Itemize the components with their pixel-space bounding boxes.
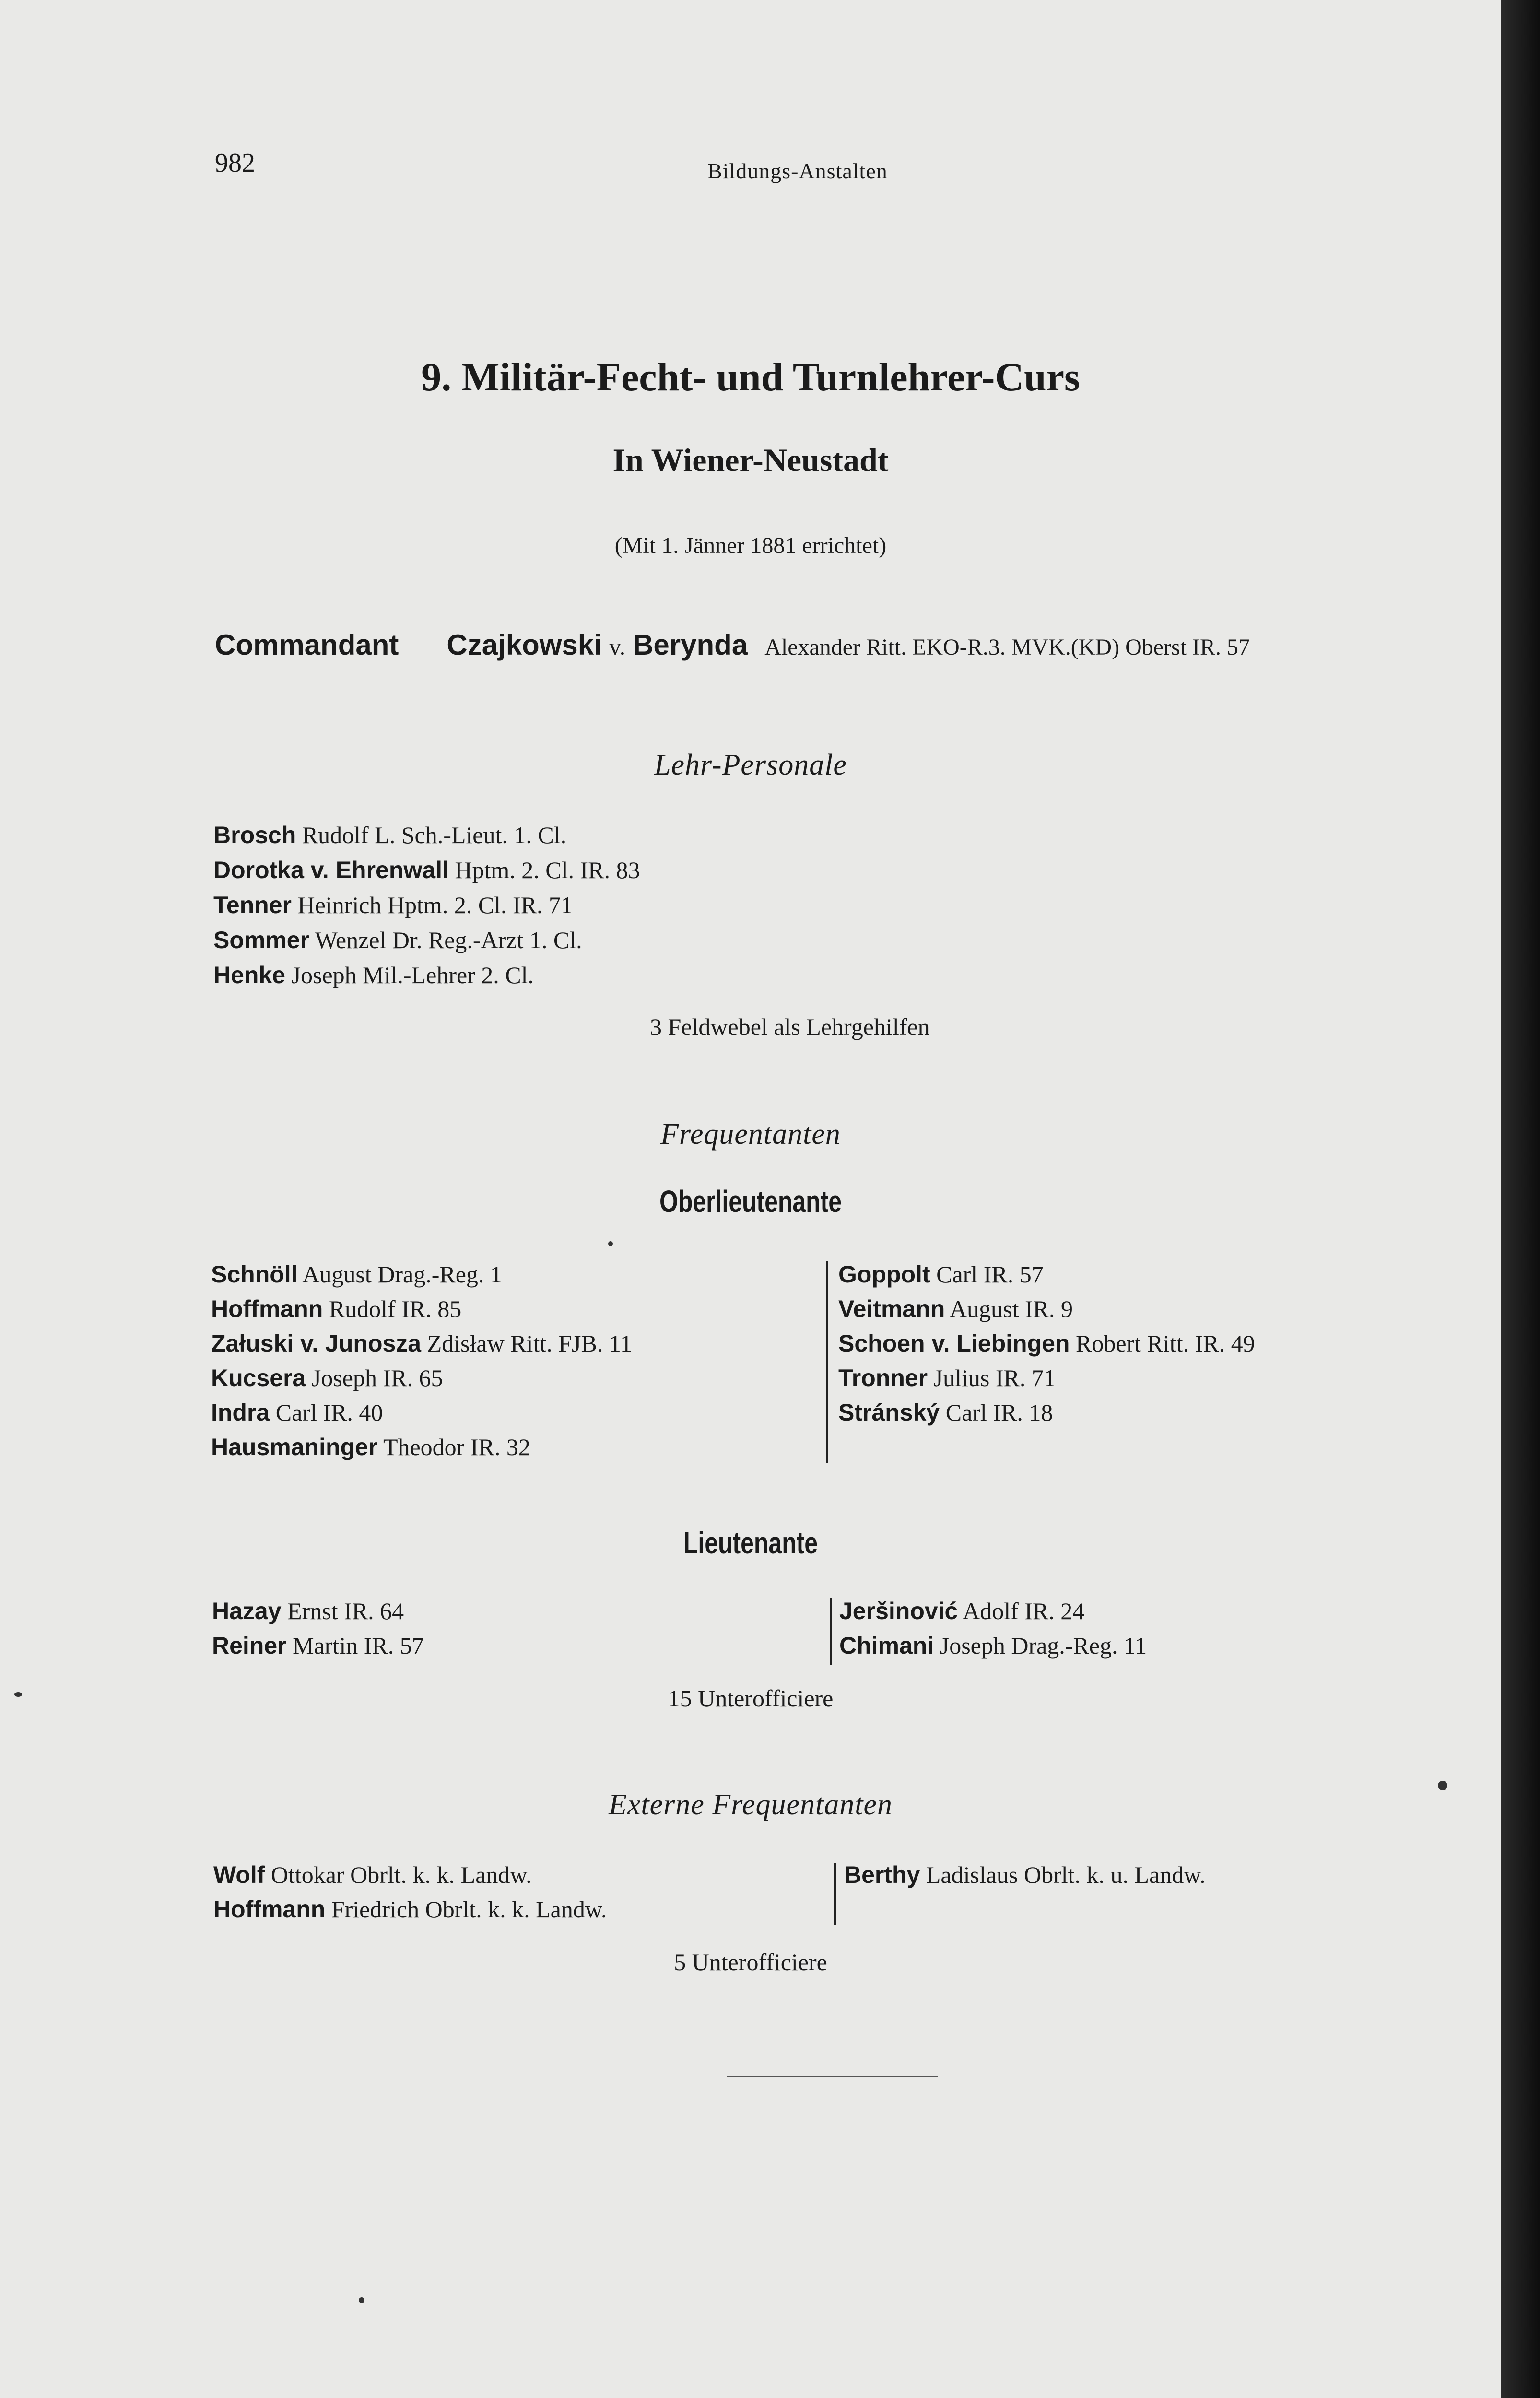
column-divider bbox=[826, 1261, 828, 1463]
section-title: 9. Militär-Fecht- und Turnlehrer-Curs bbox=[421, 355, 1080, 400]
list-item: Reiner Martin IR. 57 bbox=[212, 1632, 424, 1659]
lehrgehilfen-note: 3 Feldwebel als Lehrgehilfen bbox=[650, 1013, 930, 1040]
closing-rule bbox=[727, 2076, 938, 2077]
list-item: Schoen v. Liebingen Robert Ritt. IR. 49 bbox=[838, 1330, 1255, 1357]
column-divider bbox=[834, 1863, 836, 1925]
scan-speck bbox=[359, 2297, 364, 2303]
founded-note: (Mit 1. Jänner 1881 errichtet) bbox=[614, 533, 887, 558]
commandant-surname: Czajkowski bbox=[447, 629, 602, 661]
list-item: Hoffmann Friedrich Obrlt. k. k. Landw. bbox=[213, 1896, 607, 1923]
running-title: Bildungs-Anstalten bbox=[707, 159, 888, 183]
scan-speck bbox=[1438, 1781, 1447, 1790]
list-item: Hausmaninger Theodor IR. 32 bbox=[211, 1434, 530, 1460]
scan-speck bbox=[14, 1692, 22, 1697]
list-item: Tenner Heinrich Hptm. 2. Cl. IR. 71 bbox=[213, 892, 573, 918]
list-item: Hazay Ernst IR. 64 bbox=[212, 1598, 404, 1624]
list-item: Veitmann August IR. 9 bbox=[838, 1295, 1073, 1322]
list-item: Załuski v. Junosza Zdisław Ritt. FJB. 11 bbox=[211, 1330, 632, 1357]
list-item: Brosch Rudolf L. Sch.-Lieut. 1. Cl. bbox=[213, 822, 567, 848]
section-location: In Wiener-Neustadt bbox=[612, 442, 889, 478]
commandant-surname2: Berynda bbox=[633, 629, 748, 661]
scan-speck bbox=[608, 1241, 613, 1246]
list-item: Wolf Ottokar Obrlt. k. k. Landw. bbox=[213, 1861, 532, 1888]
commandant-line bbox=[215, 628, 1250, 662]
oberlieutenante-heading: Oberlieutenante bbox=[659, 1184, 842, 1219]
unterofficiere-note: 15 Unterofficiere bbox=[668, 1685, 834, 1712]
commandant-details: Alexander Ritt. EKO-R.3. MVK.(KD) Oberst IR. 57 bbox=[764, 635, 1250, 660]
externe-unterofficiere-note: 5 Unterofficiere bbox=[674, 1949, 827, 1975]
list-item: Schnöll August Drag.-Reg. 1 bbox=[211, 1261, 502, 1288]
list-item: Henke Joseph Mil.-Lehrer 2. Cl. bbox=[213, 962, 534, 988]
list-item: Chimani Joseph Drag.-Reg. 11 bbox=[839, 1632, 1147, 1659]
list-item: Stránský Carl IR. 18 bbox=[838, 1399, 1053, 1426]
list-item: Hoffmann Rudolf IR. 85 bbox=[211, 1295, 462, 1322]
list-item: Indra Carl IR. 40 bbox=[211, 1399, 383, 1426]
commandant-role: Commandant bbox=[215, 629, 399, 661]
frequentanten-heading: Frequentanten bbox=[660, 1118, 841, 1151]
list-item: Dorotka v. Ehrenwall Hptm. 2. Cl. IR. 83 bbox=[213, 857, 640, 883]
list-item: Sommer Wenzel Dr. Reg.-Arzt 1. Cl. bbox=[213, 927, 582, 953]
lieutenante-heading: Lieutenante bbox=[683, 1526, 818, 1560]
commandant-particle: v. bbox=[609, 633, 626, 660]
lehr-personale-heading: Lehr-Personale bbox=[654, 749, 847, 781]
list-item: Berthy Ladislaus Obrlt. k. u. Landw. bbox=[844, 1861, 1206, 1888]
list-item: Tronner Julius IR. 71 bbox=[838, 1364, 1056, 1391]
list-item: Jeršinović Adolf IR. 24 bbox=[839, 1598, 1085, 1624]
list-item: Kucsera Joseph IR. 65 bbox=[211, 1364, 443, 1391]
page-number: 982 bbox=[215, 148, 255, 178]
list-item: Goppolt Carl IR. 57 bbox=[838, 1261, 1044, 1288]
column-divider bbox=[830, 1598, 832, 1665]
scan-page-edge bbox=[1501, 0, 1540, 2398]
externe-heading: Externe Frequentanten bbox=[609, 1788, 893, 1821]
